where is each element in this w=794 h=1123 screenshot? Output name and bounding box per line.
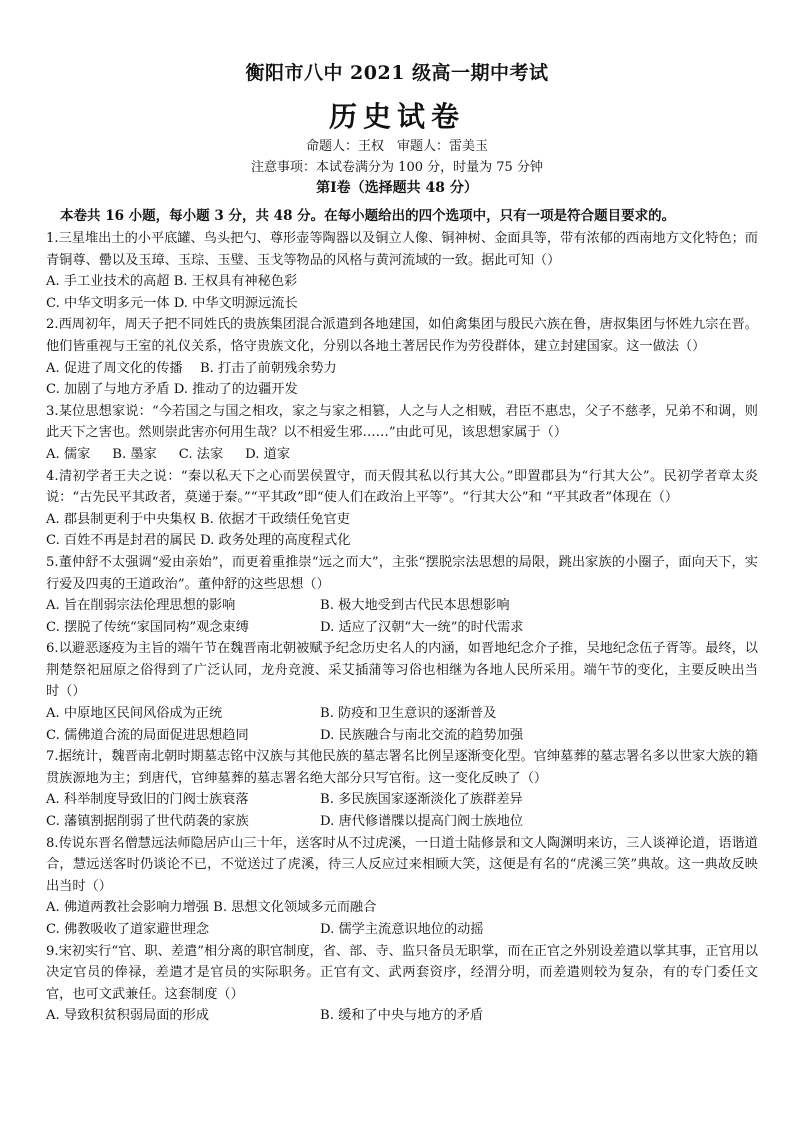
option: D. 道家 <box>245 446 291 462</box>
question <box>46 941 758 1027</box>
question-stem: 3.某位思想家说：“今若国之与国之相攻，家之与家之相篡，人之与人之相贼，君臣不惠忠，父子不慈孝，兄弟不和调，则此天下之害也。然则崇此害亦何用生哉？以不相爱生邪……”由此可见，该思想家属于（） <box>46 403 758 441</box>
question <box>46 638 758 746</box>
question-stem: 8.传说东晋名僧慧远法师隐居庐山三十年，送客时从不过虎溪，一日道士陆修景和文人陶渊明来访，三人谈禅论道，语谐道合，慧远送客时仍谈论不已，不觉送过了虎溪，待三人反应过来相顾大笑，这便是有名的“虎溪三笑”典故。这一典故反映出当时（） <box>46 835 758 894</box>
option: B. 防疫和卫生意识的逐渐普及 <box>320 706 497 722</box>
option-row <box>46 1005 758 1027</box>
option-line: A. 郡县制更利于中央集权 B. 依据才干政绩任免官吏 <box>46 511 350 527</box>
option: C. 摆脱了传统“家国同构”观念束缚 <box>46 619 249 635</box>
option: D. 民族融合与南北交流的趋势加强 <box>320 727 524 743</box>
part-heading: 第Ⅰ卷（选择题共 48 分） <box>316 180 478 196</box>
option: C. 藩镇割据削弱了世代荫袭的家族 <box>46 814 249 830</box>
option: B. 缓和了中央与地方的矛盾 <box>320 1008 484 1024</box>
option: B. 极大地受到古代民本思想影响 <box>320 598 510 614</box>
option-row <box>46 725 758 747</box>
option: A. 中原地区民间风俗成为正统 <box>46 706 223 722</box>
exam-title: 衡阳市八中 2021 级高一期中考试 <box>245 62 549 84</box>
option: C. 佛教吸收了道家避世理念 <box>46 922 210 937</box>
option-line: A. 促进了周文化的传播 B. 打击了前朝残余势力 <box>46 360 337 376</box>
option: B. 多民族国家逐渐淡化了族群差异 <box>320 792 523 808</box>
option-line: A. 手工业技术的高超 B. 王权具有神秘色彩 <box>46 274 298 290</box>
option-row <box>46 811 758 833</box>
option: A. 导致积贫积弱局面的形成 <box>46 1008 209 1024</box>
option: C. 儒佛道合流的局面促进思想趋同 <box>46 727 249 743</box>
question-stem: 9.宋初实行“官、职、差遣”相分离的职官制度，省、部、寺、监只备员无职掌，而在正官之外别设差遣以掌其事，正官用以决定官员的俸禄，差遣才是官员的实际职务。正官有文、武两套资序，经渭分明，而差遣则较为复杂，有的专门委任文官，也可文武兼任。这套制度（） <box>46 943 758 1002</box>
question-stem: 6.以避恶逐疫为主旨的端午节在魏晋南北朝被赋予纪念历史名人的内涵，如晋地纪念介子推，吴地纪念伍子胥等。最终，以荆楚祭祀屈原之俗得到了广泛认同，龙舟竞渡、采艾插蒲等习俗也相继为各地人民所采用。端午节的变化，主要反映出当时（） <box>46 641 758 700</box>
option-line: C. 中华文明多元一体 D. 中华文明源远流长 <box>46 295 298 311</box>
question <box>46 466 758 552</box>
option-row <box>46 919 758 941</box>
question-stem: 4.清初学者王夫之说：“秦以私天下之心而罢侯置守，而天假其私以行其大公。”即置郡县为“行其大公”。民初学者章太炎说：“古先民平其政者，莫递于秦。”“平其政”即“使人们在政治上平等”。“行其大公”和 “平其政者”体现在（） <box>46 468 758 506</box>
question-stem: 5.董仲舒不太强调“爱由亲始”，而更着重推崇“远之而大”，主张“摆脱宗法思想的局限，跳出家族的小圈子，面向天下，实行爱及四夷的王道政治”。董仲舒的这些思想（） <box>46 554 758 592</box>
question <box>46 401 758 466</box>
option-row <box>46 703 758 725</box>
option-row <box>46 444 758 466</box>
question-stem: 7.据统计，魏晋南北朝时期墓志铭中汉族与其他民族的墓志署名比例呈逐渐变化型。官绅墓葬的墓志署名多以世家大族的籍贯族源地为主；到唐代，官绅墓葬的墓志署名绝大部分只写官衔。这一变化反映了（） <box>46 749 758 786</box>
option: B. 墨家 <box>112 446 157 462</box>
instructions: 本卷共 16 小题，每小题 3 分，共 48 分。在每小题给出的四个选项中，只有一项是符合题目要求的。 <box>60 208 676 224</box>
option-row <box>46 595 758 617</box>
option: A. 旨在削弱宗法伦理思想的影响 <box>46 598 236 614</box>
author-line: 命题人：王权 审题人：雷美玉 <box>305 139 488 154</box>
option: D. 儒学主流意识地位的动摇 <box>320 922 484 937</box>
option: C. 法家 <box>178 446 224 462</box>
question <box>46 833 758 941</box>
subject-title: 历史试卷 <box>328 100 465 133</box>
option-line: C. 百姓不再是封君的属民 D. 政务处理的高度程式化 <box>46 533 351 549</box>
option: D. 适应了汉朝“大一统”的时代需求 <box>320 619 524 635</box>
question <box>46 314 758 400</box>
option-row <box>46 789 758 811</box>
question <box>46 228 758 314</box>
question-list <box>46 228 758 1027</box>
option: A. 儒家 <box>46 446 91 462</box>
option: D. 唐代修谱牒以提高门阀士族地位 <box>320 814 524 830</box>
option-row <box>46 617 758 639</box>
question-stem: 2.西周初年，周天子把不同姓氏的贵族集团混合派遣到各地建国，如伯禽集团与殷民六族在鲁，唐叔集团与怀姓九宗在晋。他们皆重视与王室的礼仪关系，恪守贵族文化，分别以各地土著居民作为劳役群体，建立封建国家。这一做法（） <box>46 317 758 354</box>
question-stem: 1.三星堆出土的小平底罐、鸟头把勺、尊形壶等陶器以及铜立人像、铜神树、金面具等，带有浓郁的西南地方文化特色；而青铜尊、罍以及玉璋、玉琮、玉璧、玉戈等物品的风格与黄河流域的一致。据此可知（） <box>46 231 758 268</box>
notice-line: 注意事项：本试卷满分为 100 分，时量为 75 分钟 <box>251 160 543 175</box>
question <box>46 552 758 638</box>
option: A. 科举制度导致旧的门阀士族衰落 <box>46 792 249 808</box>
option-line: C. 加剧了与地方矛盾 D. 推动了的边疆开发 <box>46 382 298 398</box>
question <box>46 746 758 832</box>
option-line: A. 佛道两教社会影响力增强 B. 思想文化领域多元而融合 <box>46 900 377 916</box>
